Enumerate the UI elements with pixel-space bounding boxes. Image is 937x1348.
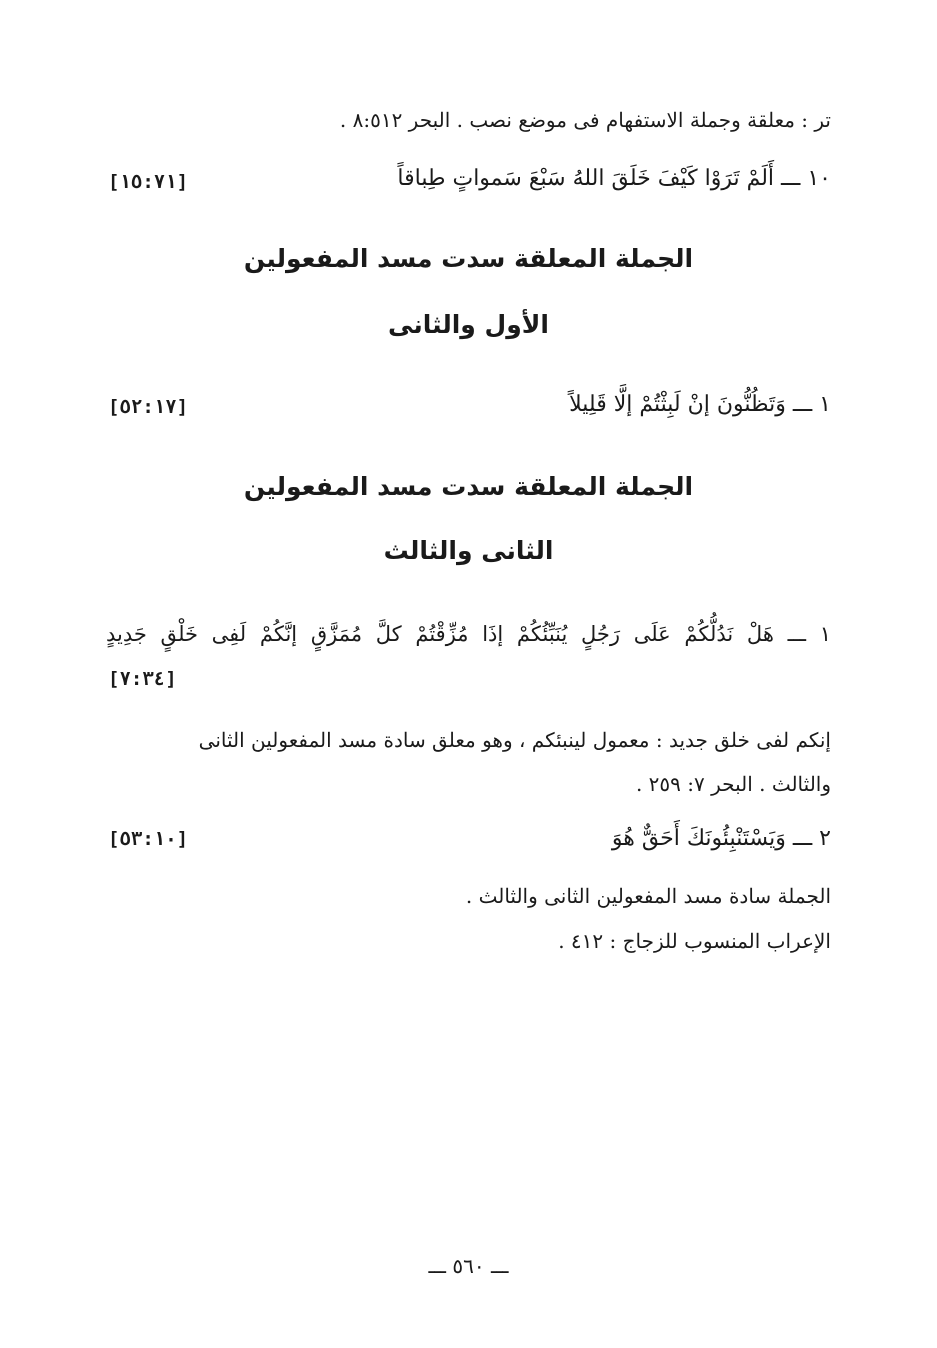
note-1-line-1: إنكم لفى خلق جديد : معمول لينبئكم ، وهو معلق سادة مسد المفعولين الثانى [198,728,831,752]
verse-2-text: ٢ ـــ وَيَسْتَنْبِئُونَكَ أَحَقٌّ هُوَ [611,826,831,851]
intro-note-line: تر : معلقة وجملة الاستفهام فى موضع نصب . البحر ٨:٥١٢ . [339,108,831,132]
section-heading-2-line-1: الجملة المعلقة سدت مسد المفعولين [243,472,694,501]
verse-10-text: ١٠ ـــ أَلَمْ تَرَوْا كَيْفَ خَلَقَ اللهُ سَبْعَ سَمواتٍ طِباقاً [397,166,831,191]
verse-1b-text: ١ ـــ هَلْ نَدُلُّكُمْ عَلَى رَجُلٍ يُنَبِّئُكُمْ إذَا مُزِّقْتُمْ كلَّ مُمَزَّقٍ إنَّكُمْ لَفِى خَلْقٍ جَدِيدٍ [106,622,831,646]
note-2: الجملة سادة مسد المفعولين الثانى والثالث . [465,884,831,908]
note-3: الإعراب المنسوب للزجاج : ٤١٢ . [558,929,831,953]
section-heading-1-line-1: الجملة المعلقة سدت مسد المفعولين [243,244,694,273]
verse-2-reference: [٥٣:١٠] [108,828,189,850]
page-number: ـــ ٥٦٠ ـــ [428,1254,509,1278]
note-1-line-2: والثالث . البحر ٧: ٢٥٩ . [635,772,831,796]
verse-1a-text: ١ ـــ وَتَظُنُّونَ إنْ لَبِثْتُمْ إلَّا قَلِيلاً [569,392,831,417]
verse-10-reference: [١٥:٧١] [108,171,189,193]
verse-1b-reference: [٧:٣٤] [108,668,177,690]
section-heading-2-line-2: الثانى والثالث [383,536,554,565]
section-heading-1-line-2: الأول والثانى [388,310,549,339]
verse-1a-reference: [٥٢:١٧] [108,396,189,418]
